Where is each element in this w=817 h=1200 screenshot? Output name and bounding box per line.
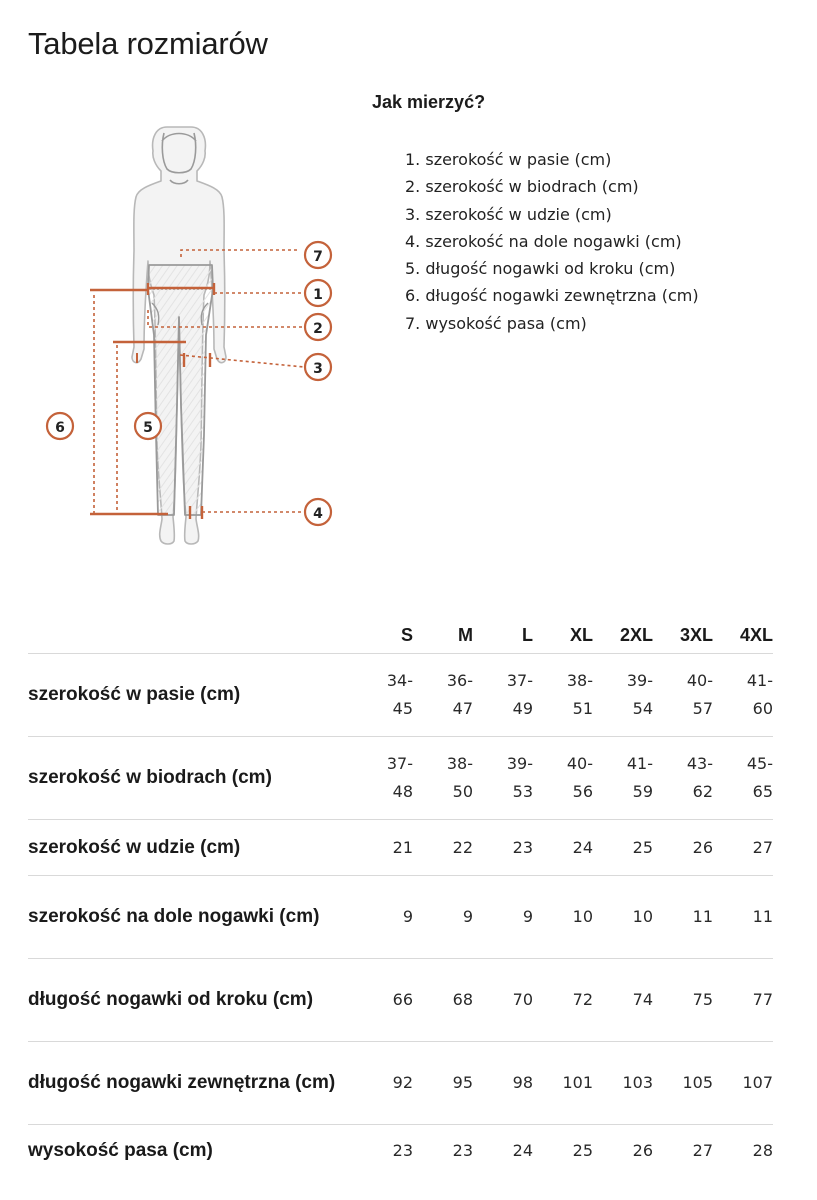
size-value-cell <box>413 1042 473 1125</box>
size-value: 45- <box>746 754 773 773</box>
row-label: szerokość na dole nogawki (cm) <box>28 876 353 959</box>
row-label: długość nogawki zewnętrzna (cm) <box>28 1042 353 1125</box>
size-table-body <box>28 654 773 1178</box>
size-value-cell <box>653 1125 713 1178</box>
size-value-cell <box>353 1125 413 1178</box>
size-value-cell <box>653 876 713 959</box>
size-value-cell <box>413 1125 473 1178</box>
size-value: 39- <box>506 754 533 773</box>
size-value: 40- <box>686 671 713 690</box>
size-value: 38- <box>566 671 593 690</box>
size-value: 34- <box>386 671 413 690</box>
size-header: XL <box>569 624 593 645</box>
measurement-figure <box>40 105 340 575</box>
size-value: 41- <box>746 671 773 690</box>
size-value: 57 <box>692 699 713 718</box>
marker-4 <box>305 499 331 525</box>
size-value-cell <box>713 820 773 876</box>
size-header-row <box>28 617 773 654</box>
size-value: 45 <box>392 699 413 718</box>
size-value: 25 <box>632 837 653 857</box>
size-value: 27 <box>752 837 773 857</box>
size-value: 70 <box>512 990 533 1009</box>
size-value: 22 <box>452 837 473 857</box>
size-value: 23 <box>452 1141 473 1160</box>
size-header: M <box>458 624 473 645</box>
size-value: 10 <box>632 907 653 926</box>
size-value: 101 <box>562 1073 593 1092</box>
size-value-cell <box>593 820 653 876</box>
size-value-cell <box>653 1042 713 1125</box>
size-value: 39- <box>626 671 653 690</box>
size-value-cell <box>653 959 713 1042</box>
how-to-measure-item: 7. wysokość pasa (cm) <box>405 313 587 333</box>
size-value: 65 <box>752 782 773 801</box>
size-value-cell <box>353 1042 413 1125</box>
size-value: 38- <box>446 754 473 773</box>
size-value: 23 <box>512 837 533 857</box>
size-value-cell <box>713 737 773 820</box>
size-value: 28 <box>752 1141 773 1160</box>
row-label: szerokość w udzie (cm) <box>28 820 353 876</box>
size-value-cell <box>413 737 473 820</box>
size-value: 48 <box>392 782 413 801</box>
size-value: 21 <box>392 837 413 857</box>
svg-text:7: 7 <box>313 249 323 265</box>
size-value-cell <box>593 654 653 737</box>
size-value: 68 <box>452 990 473 1009</box>
size-value: 37- <box>506 671 533 690</box>
table-row <box>28 959 773 1042</box>
size-value-cell <box>473 1042 533 1125</box>
table-row <box>28 1042 773 1125</box>
size-value: 40- <box>566 754 593 773</box>
row-label: szerokość w pasie (cm) <box>28 654 353 737</box>
size-value: 56 <box>572 782 593 801</box>
how-to-measure-list <box>405 146 699 337</box>
marker-3 <box>305 354 331 380</box>
size-header: 4XL <box>739 624 773 645</box>
size-value: 27 <box>692 1141 713 1160</box>
size-value: 47 <box>452 699 473 718</box>
size-value: 9 <box>402 907 413 926</box>
size-value: 98 <box>512 1073 533 1092</box>
size-value-cell <box>713 959 773 1042</box>
size-value: 75 <box>692 990 713 1009</box>
size-value: 53 <box>512 782 533 801</box>
size-value: 41- <box>626 754 653 773</box>
size-value: 92 <box>392 1073 413 1092</box>
size-value-cell <box>713 654 773 737</box>
size-value: 103 <box>622 1073 653 1092</box>
size-value: 62 <box>692 782 713 801</box>
size-value: 49 <box>512 699 533 718</box>
size-header: 3XL <box>679 624 713 645</box>
size-value-cell <box>413 654 473 737</box>
size-value: 59 <box>632 782 653 801</box>
marker-7 <box>305 242 331 268</box>
size-value-cell <box>533 737 593 820</box>
size-value-cell <box>593 959 653 1042</box>
how-to-measure-item: 3. szerokość w udzie (cm) <box>405 204 612 224</box>
table-row <box>28 737 773 820</box>
how-to-measure-title: Jak mierzyć? <box>372 92 486 112</box>
size-value-cell <box>653 654 713 737</box>
size-value-cell <box>353 959 413 1042</box>
row-label: szerokość w biodrach (cm) <box>28 737 353 820</box>
size-value-cell <box>593 737 653 820</box>
size-value-cell <box>713 1042 773 1125</box>
how-to-measure-item: 6. długość nogawki zewnętrzna (cm) <box>405 286 699 306</box>
row-label: długość nogawki od kroku (cm) <box>28 959 353 1042</box>
size-header: 2XL <box>619 624 653 645</box>
size-value: 26 <box>692 837 713 857</box>
size-value: 24 <box>512 1141 533 1160</box>
size-value-cell <box>533 959 593 1042</box>
page-title: Tabela rozmiarów <box>28 26 268 61</box>
size-header: L <box>522 624 533 645</box>
size-value-cell <box>473 959 533 1042</box>
svg-text:4: 4 <box>313 506 323 522</box>
size-value-cell <box>353 737 413 820</box>
size-value-cell <box>533 1125 593 1178</box>
how-to-measure-item: 1. szerokość w pasie (cm) <box>405 150 612 169</box>
size-value-cell <box>713 876 773 959</box>
size-value-cell <box>413 820 473 876</box>
marker-5 <box>135 413 161 439</box>
size-value: 9 <box>522 907 533 926</box>
how-to-measure-item: 2. szerokość w biodrach (cm) <box>405 177 639 197</box>
svg-text:6: 6 <box>55 420 65 436</box>
size-value-cell <box>653 820 713 876</box>
svg-text:3: 3 <box>313 361 323 377</box>
size-value-cell <box>473 876 533 959</box>
how-to-measure-item: 4. szerokość na dole nogawki (cm) <box>405 231 682 251</box>
svg-text:2: 2 <box>313 321 323 337</box>
size-value: 9 <box>462 907 473 926</box>
marker-1 <box>305 280 331 306</box>
size-value: 43- <box>686 754 713 773</box>
size-value: 50 <box>452 782 473 801</box>
size-value: 107 <box>742 1073 773 1092</box>
size-value: 11 <box>752 907 773 926</box>
size-value-cell <box>713 1125 773 1178</box>
size-value: 72 <box>572 990 593 1009</box>
size-value: 23 <box>392 1141 413 1160</box>
size-value-cell <box>413 959 473 1042</box>
svg-text:5: 5 <box>143 420 153 436</box>
size-value: 54 <box>632 699 653 718</box>
table-row <box>28 876 773 959</box>
marker-2 <box>305 314 331 340</box>
how-to-measure-item: 5. długość nogawki od kroku (cm) <box>405 259 676 279</box>
size-header: S <box>400 624 413 645</box>
size-value-cell <box>413 876 473 959</box>
size-value-cell <box>353 876 413 959</box>
size-value-cell <box>533 1042 593 1125</box>
size-value-cell <box>353 820 413 876</box>
size-value: 26 <box>632 1141 653 1160</box>
size-value: 36- <box>446 671 473 690</box>
size-table <box>28 617 773 1177</box>
size-value: 66 <box>392 990 413 1009</box>
size-value: 24 <box>572 837 593 857</box>
size-value-cell <box>473 654 533 737</box>
size-value: 60 <box>752 699 773 718</box>
size-value: 105 <box>682 1073 713 1092</box>
size-value-cell <box>473 820 533 876</box>
size-value: 95 <box>452 1073 473 1092</box>
size-value-cell <box>533 654 593 737</box>
table-row <box>28 1125 773 1178</box>
row-label: wysokość pasa (cm) <box>28 1125 353 1178</box>
svg-text:1: 1 <box>313 287 323 303</box>
size-value-cell <box>473 1125 533 1178</box>
size-value: 11 <box>692 907 713 926</box>
pants-outline <box>148 265 213 515</box>
size-value: 10 <box>572 907 593 926</box>
size-value-cell <box>473 737 533 820</box>
size-value-cell <box>593 1042 653 1125</box>
size-value: 25 <box>572 1141 593 1160</box>
size-value-cell <box>593 876 653 959</box>
size-value: 74 <box>632 990 653 1009</box>
size-value: 51 <box>572 699 593 718</box>
size-value: 37- <box>386 754 413 773</box>
size-value-cell <box>533 876 593 959</box>
size-value: 77 <box>752 990 773 1009</box>
header-blank <box>28 617 353 654</box>
size-value-cell <box>353 654 413 737</box>
marker-6 <box>47 413 73 439</box>
table-row <box>28 654 773 737</box>
size-value-cell <box>533 820 593 876</box>
size-value-cell <box>653 737 713 820</box>
size-value-cell <box>593 1125 653 1178</box>
table-row <box>28 820 773 876</box>
